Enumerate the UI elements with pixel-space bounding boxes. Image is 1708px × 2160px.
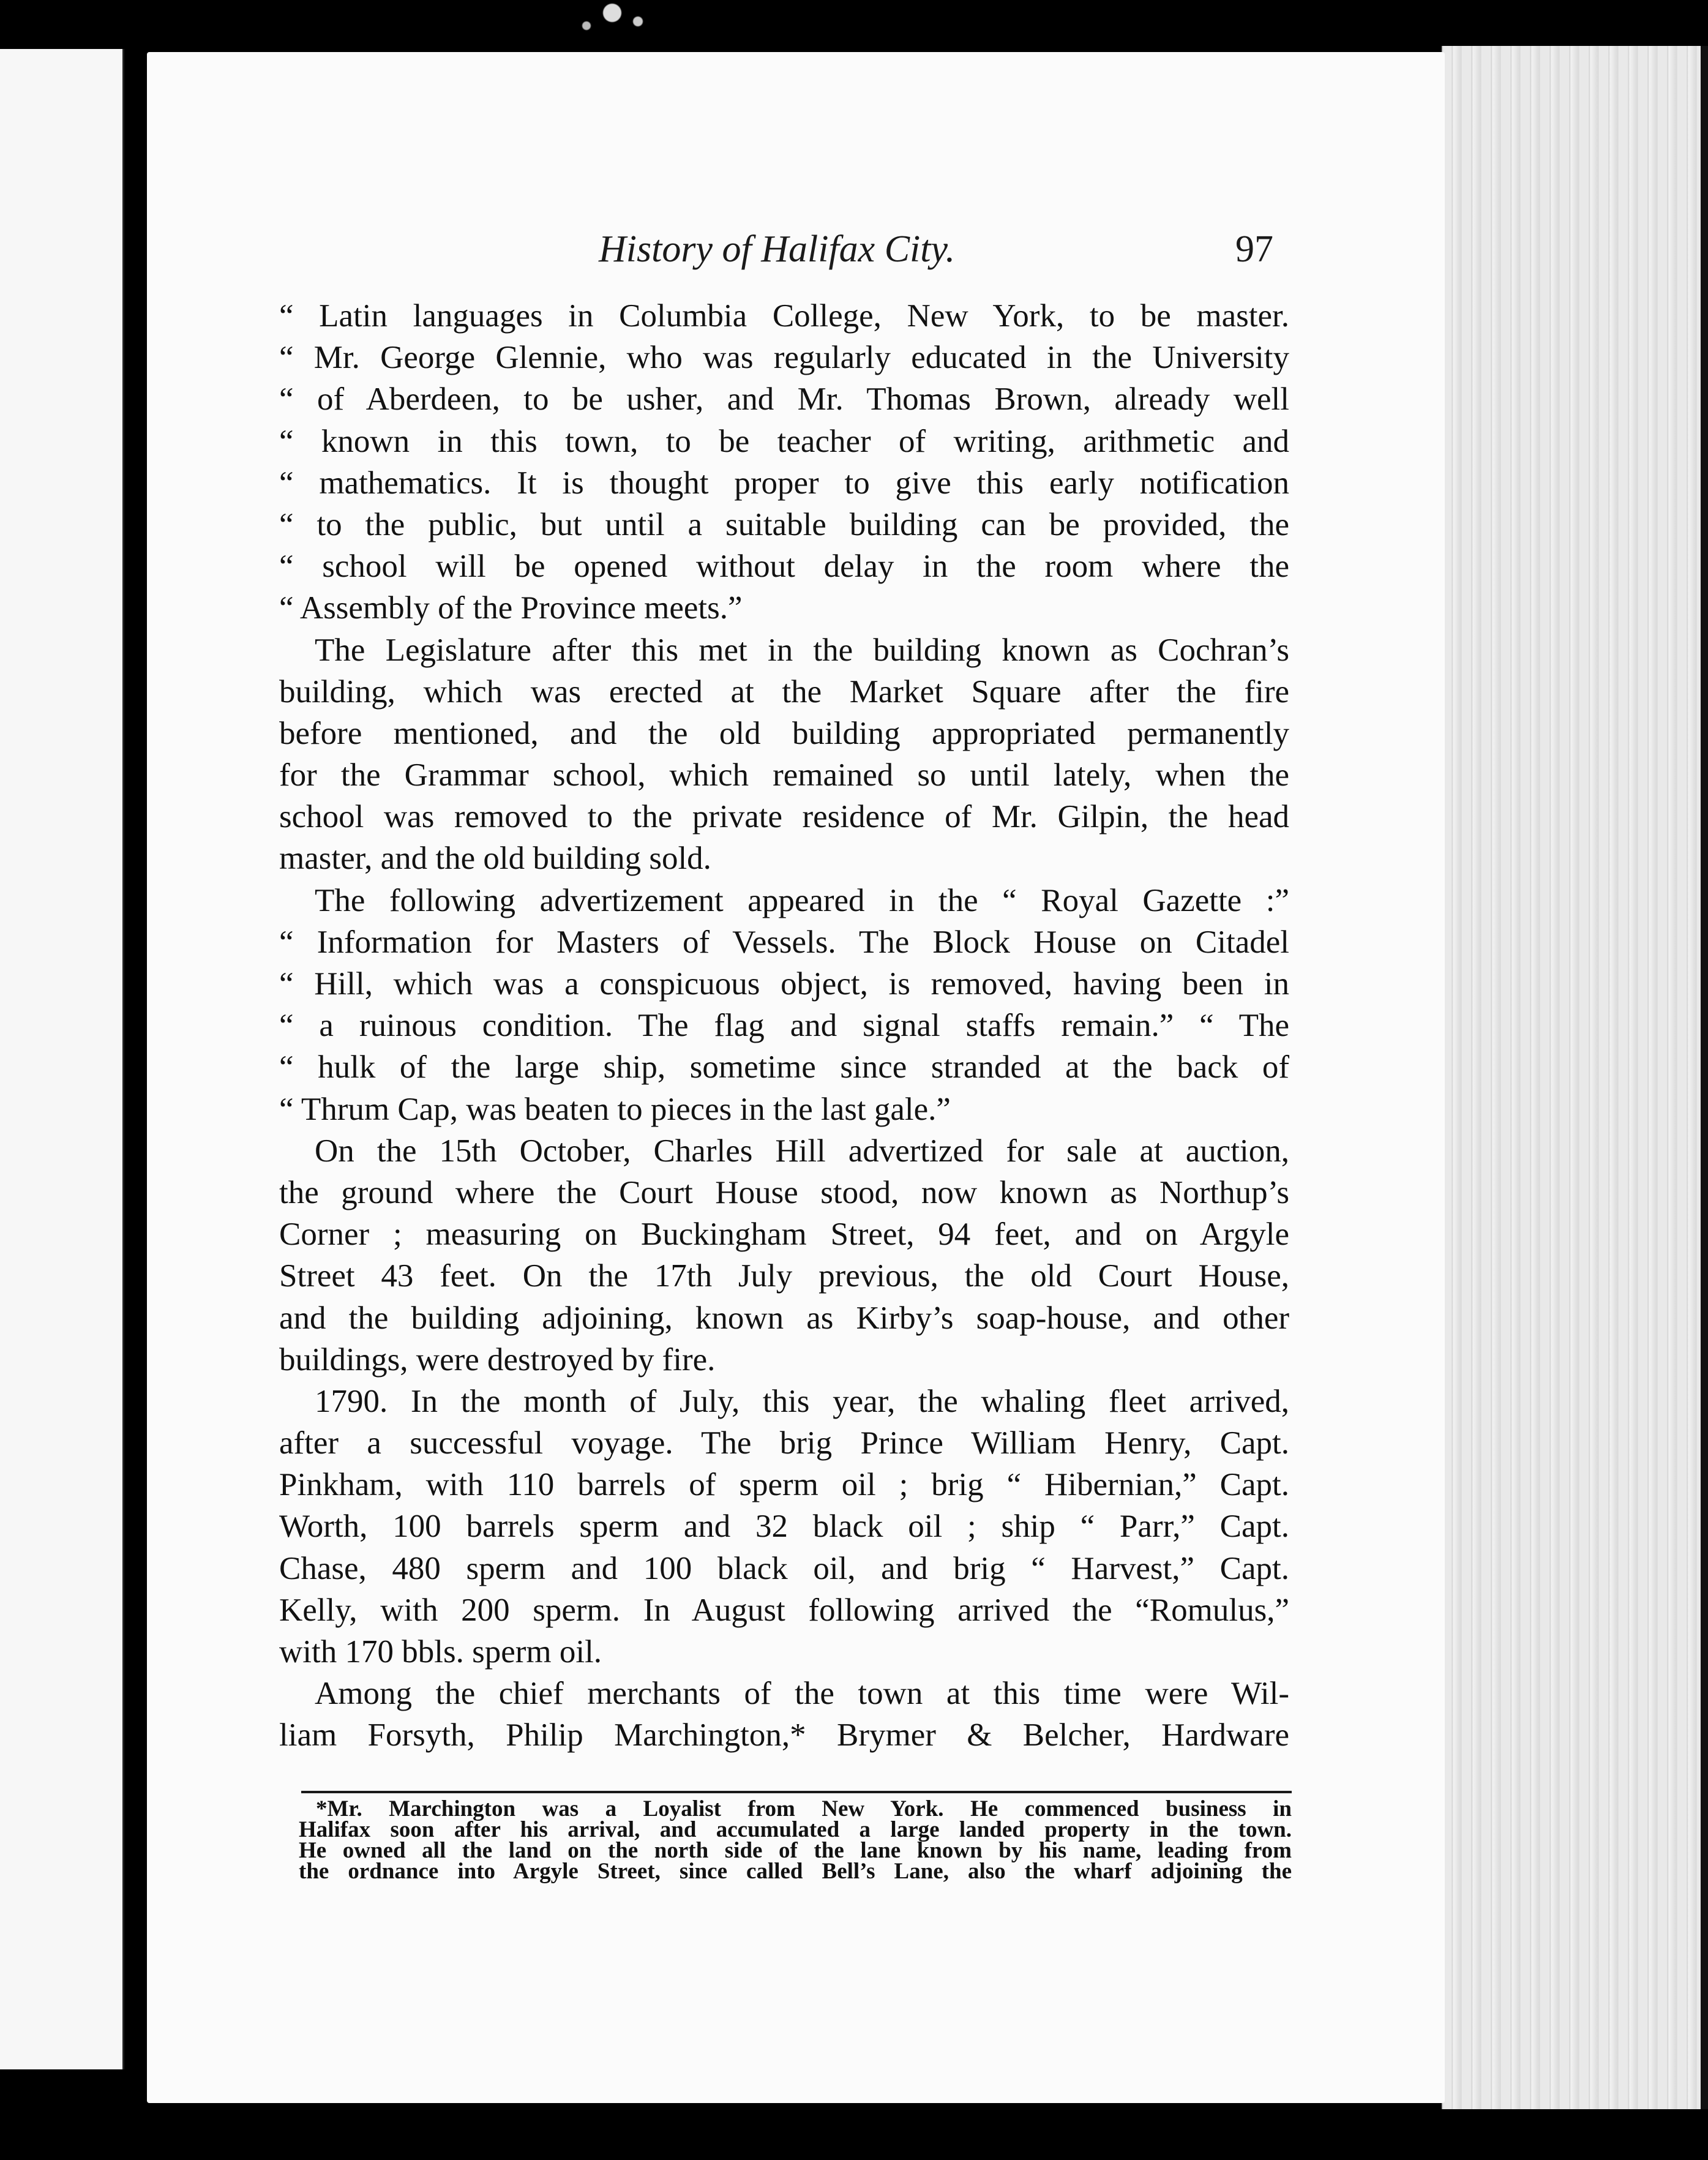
text-line: “ hulk of the large ship, sometime since stranded at the back of <box>279 1049 1289 1086</box>
footnote-line: Halifax soon after his arrival, and accumulated a large landed property in the town. <box>299 1817 1292 1842</box>
text-line: Corner ; measuring on Buckingham Street, 94 feet, and on Argyle <box>279 1217 1289 1253</box>
text-line: “ Assembly of the Province meets.” <box>279 590 743 626</box>
footnote-line: *Mr. Marchington was a Loyalist from New York. He commenced business in <box>316 1796 1292 1821</box>
text-line: Worth, 100 barrels sperm and 32 black oil ; ship “ Parr,” Capt. <box>279 1509 1289 1545</box>
book-edge-shadow <box>1701 46 1708 2109</box>
paragraph-start: The Legislature after this met in the building known as Cochran’s <box>315 632 1289 668</box>
text-line: “ Latin languages in Columbia College, New York, to be master. <box>279 298 1289 334</box>
paragraph-start: 1790. In the month of July, this year, the whaling fleet arrived, <box>315 1383 1289 1419</box>
text-line: “ mathematics. It is thought proper to give this early notification <box>279 465 1289 501</box>
text-line: master, and the old building sold. <box>279 841 711 877</box>
footnote-line: He owned all the land on the north side of the lane known by his name, leading from <box>299 1838 1292 1863</box>
text-line: “ Thrum Cap, was beaten to pieces in the last gale.” <box>279 1091 951 1127</box>
paragraph-start: The following advertizement appeared in the “ Royal Gazette :” <box>315 882 1289 918</box>
text-line: liam Forsyth, Philip Marchington,* Brymer & Belcher, Hardware <box>279 1717 1289 1753</box>
text-line: the ground where the Court House stood, now known as Northup’s <box>279 1174 1289 1210</box>
facing-page-edge <box>0 49 124 2069</box>
text-line: “ to the public, but until a suitable building can be provided, the <box>279 506 1289 542</box>
text-line: “ Hill, which was a conspicuous object, is removed, having been in <box>279 966 1289 1002</box>
text-line: and the building adjoining, known as Kirby’s soap-house, and other <box>279 1300 1289 1336</box>
text-line: after a successful voyage. The brig Prince William Henry, Capt. <box>279 1425 1289 1461</box>
running-head: History of Halifax City. <box>599 228 956 270</box>
footnote-line: the ordnance into Argyle Street, since called Bell’s Lane, also the wharf adjoining the <box>299 1859 1292 1884</box>
page-number: 97 <box>1235 228 1273 270</box>
text-line: school was removed to the private residence of Mr. Gilpin, the head <box>279 799 1289 835</box>
text-line: Pinkham, with 110 barrels of sperm oil ; brig “ Hibernian,” Capt. <box>279 1467 1289 1503</box>
paragraph-start: Among the chief merchants of the town at this time were Wil- <box>315 1676 1289 1712</box>
text-line: Street 43 feet. On the 17th July previous, the old Court House, <box>279 1258 1289 1294</box>
text-line: “ of Aberdeen, to be usher, and Mr. Thomas Brown, already well <box>279 381 1289 418</box>
page-stack-edge <box>1442 46 1706 2109</box>
text-line: “ Mr. George Glennie, who was regularly educated in the University <box>279 340 1289 376</box>
text-line: buildings, were destroyed by fire. <box>279 1341 716 1378</box>
body-text <box>279 295 1289 1757</box>
text-line: “ known in this town, to be teacher of writing, arithmetic and <box>279 423 1289 459</box>
text-line: before mentioned, and the old building appropriated permanently <box>279 715 1289 751</box>
text-line: Kelly, with 200 sperm. In August following arrived the “Romulus,” <box>279 1592 1289 1628</box>
text-line: for the Grammar school, which remained so until lately, when the <box>279 757 1289 793</box>
footnote <box>299 1796 1292 1884</box>
text-line: building, which was erected at the Market Square after the fire <box>279 673 1289 710</box>
text-line: Chase, 480 sperm and 100 black oil, and brig “ Harvest,” Capt. <box>279 1550 1289 1586</box>
text-line: “ school will be opened without delay in the room where the <box>279 549 1289 585</box>
text-line: “ Information for Masters of Vessels. The Block House on Citadel <box>279 924 1289 960</box>
text-line: “ a ruinous condition. The flag and signal staffs remain.” “ The <box>279 1008 1289 1044</box>
paragraph-start: On the 15th October, Charles Hill advertized for sale at auction, <box>315 1133 1289 1169</box>
text-line: with 170 bbls. sperm oil. <box>279 1634 602 1670</box>
scan-artifact <box>569 0 655 43</box>
footnote-rule <box>301 1791 1292 1793</box>
